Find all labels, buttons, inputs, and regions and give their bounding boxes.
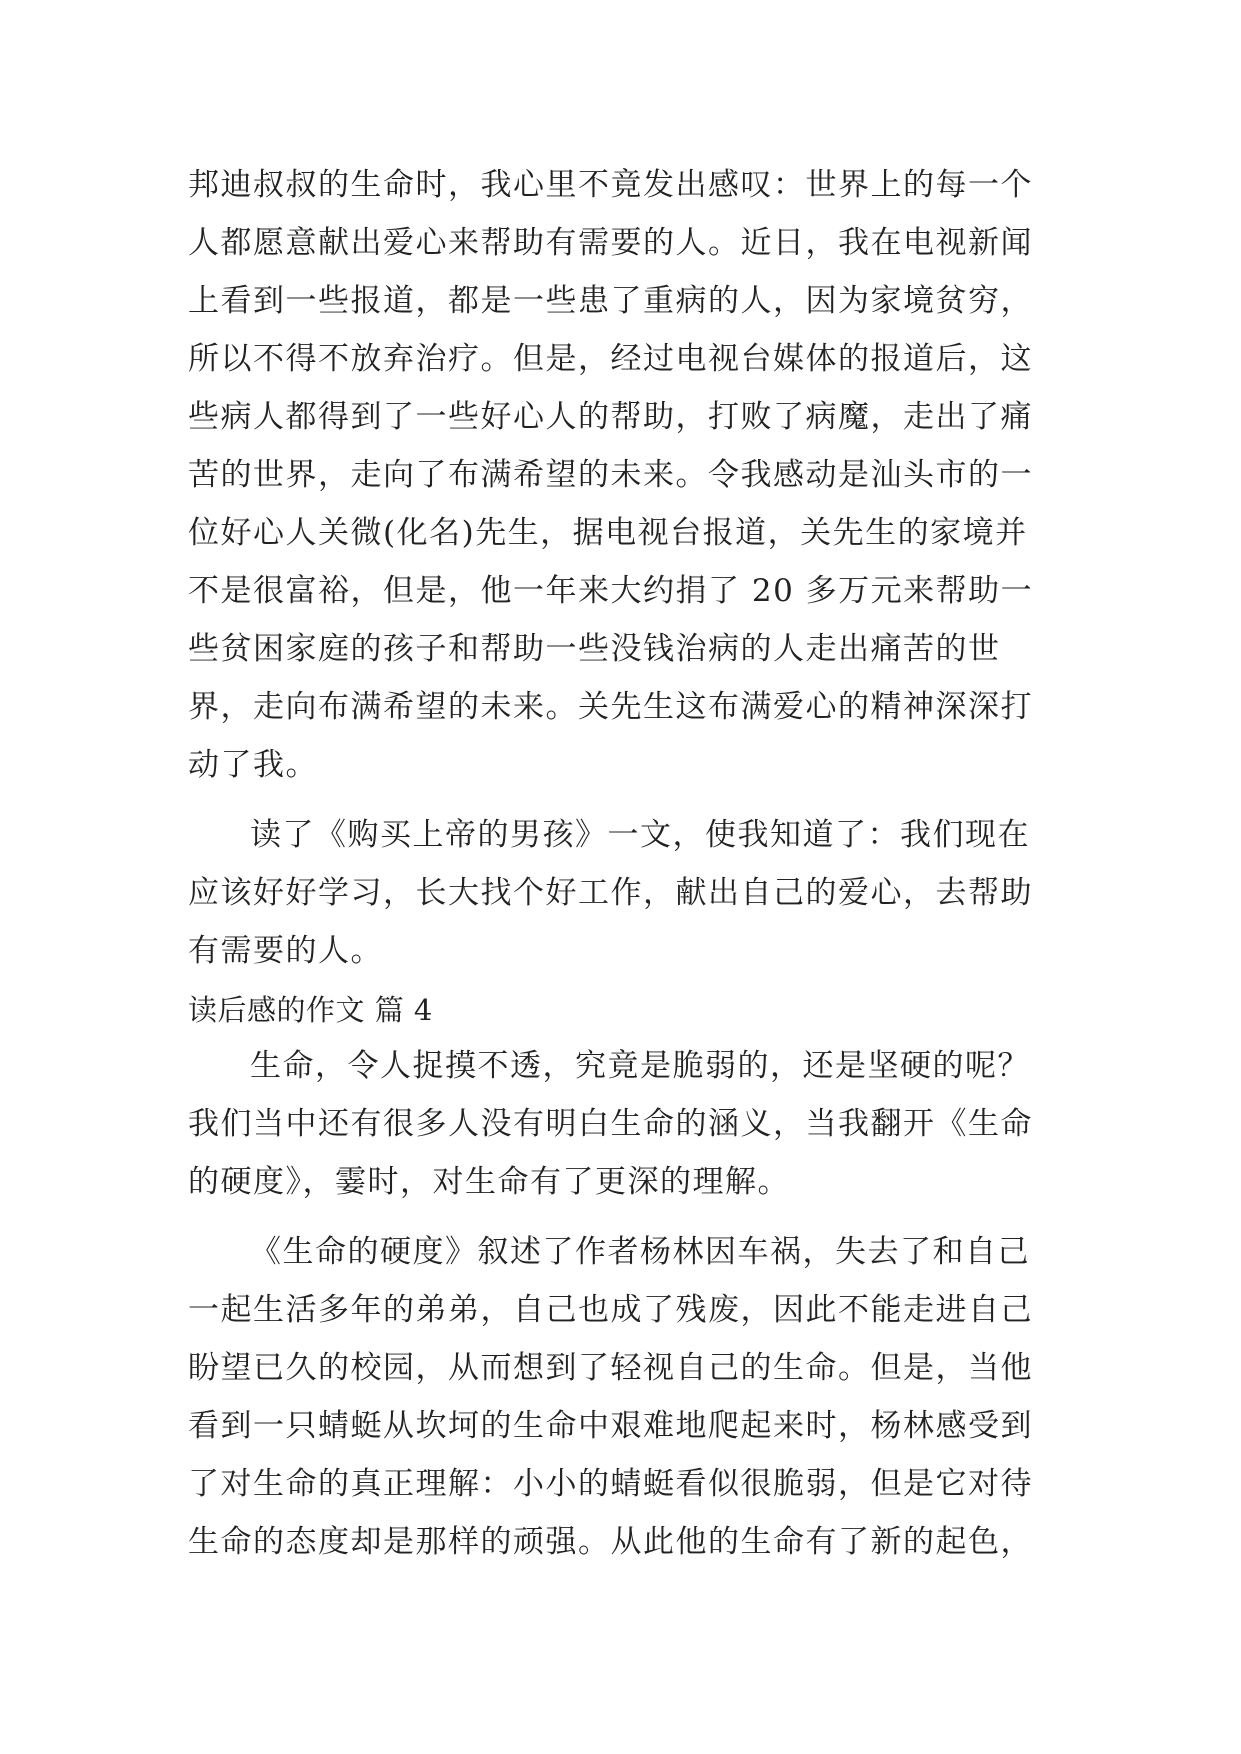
text-line: 应该好好学习，长大找个好工作，献出自己的爱心，去帮助 bbox=[188, 875, 1033, 911]
text-line: 我们当中还有很多人没有明白生命的涵义，当我翻开《生命 bbox=[188, 1106, 1033, 1142]
text-line: 动了我。 bbox=[188, 747, 318, 783]
text-line: 盼望已久的校园，从而想到了轻视自己的生命。但是，当他 bbox=[188, 1350, 1033, 1386]
paragraph bbox=[188, 806, 1068, 980]
text-line: 苦的世界，走向了布满希望的未来。令我感动是汕头市的一 bbox=[188, 457, 1033, 493]
text-line: 有需要的人。 bbox=[188, 933, 383, 969]
text-line: 不是很富裕，但是，他一年来大约捐了 20 多万元来帮助一 bbox=[188, 573, 1034, 609]
text-line: 上看到一些报道，都是一些患了重病的人，因为家境贫穷， bbox=[188, 283, 1033, 319]
section-heading: 读后感的作文 篇 4 bbox=[188, 993, 433, 1027]
text-line: 邦迪叔叔的生命时，我心里不竟发出感叹：世界上的每一个 bbox=[188, 167, 1033, 203]
text-line: 人都愿意献出爱心来帮助有需要的人。近日，我在电视新闻 bbox=[188, 225, 1033, 261]
document-body bbox=[188, 156, 1068, 1571]
text-line: 读了《购买上帝的男孩》一文，使我知道了：我们现在 bbox=[250, 817, 1030, 853]
text-line: 所以不得不放弃治疗。但是，经过电视台媒体的报道后，这 bbox=[188, 341, 1033, 377]
text-line: 的硬度》，霎时，对生命有了更深的理解。 bbox=[188, 1164, 790, 1200]
text-line: 些病人都得到了一些好心人的帮助，打败了病魔，走出了痛 bbox=[188, 399, 1033, 435]
text-line: 生命，令人捉摸不透，究竟是脆弱的，还是坚硬的呢？ bbox=[250, 1048, 1030, 1084]
paragraph bbox=[188, 1037, 1068, 1211]
text-line: 些贫困家庭的孩子和帮助一些没钱治病的人走出痛苦的世 bbox=[188, 631, 1001, 667]
text-line: 位好心人关微(化名)先生，据电视台报道，关先生的家境并 bbox=[188, 515, 1028, 551]
text-line: 《生命的硬度》叙述了作者杨林因车祸，失去了和自己 bbox=[250, 1234, 1030, 1270]
text-line: 一起生活多年的弟弟，自己也成了残废，因此不能走进自己 bbox=[188, 1292, 1033, 1328]
text-line: 了对生命的真正理解：小小的蜻蜓看似很脆弱，但是它对待 bbox=[188, 1466, 1033, 1502]
paragraph-continuation bbox=[188, 156, 1068, 794]
text-line: 界，走向布满希望的未来。关先生这布满爱心的精神深深打 bbox=[188, 689, 1033, 725]
text-line: 看到一只蜻蜓从坎坷的生命中艰难地爬起来时，杨林感受到 bbox=[188, 1408, 1033, 1444]
text-line: 生命的态度却是那样的顽强。从此他的生命有了新的起色， bbox=[188, 1524, 1033, 1560]
paragraph bbox=[188, 1223, 1068, 1571]
